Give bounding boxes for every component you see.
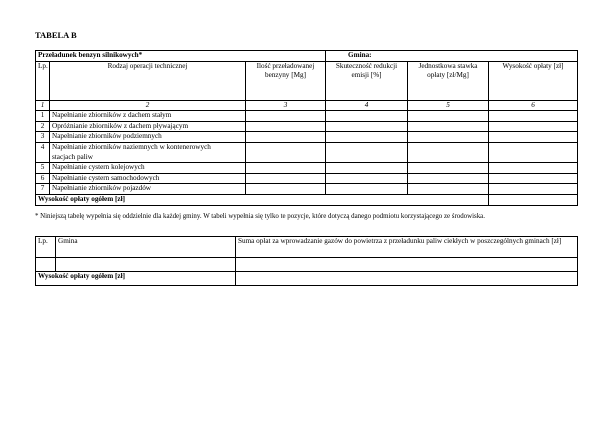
column-number: 3: [246, 100, 326, 111]
row-lp: 3: [36, 132, 50, 143]
quantity-cell[interactable]: [246, 121, 326, 132]
fee-cell[interactable]: [489, 121, 578, 132]
table-row: [36, 142, 578, 162]
row-lp: 6: [36, 173, 50, 184]
rate-cell[interactable]: [408, 142, 489, 162]
gmina-cell[interactable]: [56, 258, 236, 272]
row-operation: Napełnianie cystern samochodowych: [50, 173, 246, 184]
fee-cell[interactable]: [489, 111, 578, 122]
row-operation: Napełnianie zbiorników naziemnych w kontenerowych stacjach paliw: [50, 142, 246, 162]
row-lp: 4: [36, 142, 50, 162]
table-row: [36, 111, 578, 122]
quantity-cell[interactable]: [246, 184, 326, 195]
column-number: 6: [489, 100, 578, 111]
quantity-cell[interactable]: [246, 111, 326, 122]
column-header-efficiency: Skuteczność redukcji emisji [%]: [326, 61, 408, 100]
row-operation: Napełnianie zbiorników z dachem stałym: [50, 111, 246, 122]
total-row: [36, 194, 578, 205]
efficiency-cell[interactable]: [326, 132, 408, 143]
row-lp: 7: [36, 184, 50, 195]
column-header-rate: Jednostkowa stawka opłaty [zł/Mg]: [408, 61, 489, 100]
column-header-quantity: Ilość przeładowanej benzyny [Mg]: [246, 61, 326, 100]
column-number: 2: [50, 100, 246, 111]
total-sum-cell[interactable]: [236, 272, 578, 286]
footnote: * Niniejszą tabelę wypełnia się oddzielnie dla każdej gminy. W tabeli wypełnia się tylko te pozycje, które dotyczą danego podmiotu korzystającego ze środowiska.: [35, 213, 485, 220]
table-title: TABELA B: [35, 30, 77, 40]
table-row: [36, 184, 578, 195]
column-header-operation: Rodzaj operacji technicznej: [50, 61, 246, 100]
row-operation: Opróżnianie zbiorników z dachem pływającym: [50, 121, 246, 132]
quantity-cell[interactable]: [246, 142, 326, 162]
fee-cell[interactable]: [489, 132, 578, 143]
lp-cell[interactable]: [36, 258, 56, 272]
column-header-fee: Wysokość opłaty [zł]: [489, 61, 578, 100]
rate-cell[interactable]: [408, 184, 489, 195]
quantity-cell[interactable]: [246, 132, 326, 143]
rate-cell[interactable]: [408, 111, 489, 122]
row-lp: 5: [36, 163, 50, 174]
fuel-handling-table: [35, 50, 578, 206]
fee-cell[interactable]: [489, 184, 578, 195]
rate-cell[interactable]: [408, 132, 489, 143]
table-row: [36, 121, 578, 132]
total-label: Wysokość opłaty ogółem [zł]: [36, 272, 236, 286]
table-row: [36, 258, 578, 272]
rate-cell[interactable]: [408, 173, 489, 184]
efficiency-cell[interactable]: [326, 184, 408, 195]
fee-cell[interactable]: [489, 173, 578, 184]
column-number: 4: [326, 100, 408, 111]
row-operation: Napełnianie zbiorników podziemnych: [50, 132, 246, 143]
table-row: [36, 132, 578, 143]
efficiency-cell[interactable]: [326, 111, 408, 122]
rate-cell[interactable]: [408, 121, 489, 132]
fee-cell[interactable]: [489, 142, 578, 162]
fee-cell[interactable]: [489, 163, 578, 174]
quantity-cell[interactable]: [246, 173, 326, 184]
column-header-gmina: Gmina: [56, 237, 236, 258]
column-number: 1: [36, 100, 50, 111]
table-row: [36, 173, 578, 184]
total-fee-cell[interactable]: [489, 194, 578, 205]
row-operation: Napełnianie cystern kolejowych: [50, 163, 246, 174]
gmina-label: Gmina:: [326, 51, 578, 62]
efficiency-cell[interactable]: [326, 121, 408, 132]
table-section-label: Przeładunek benzyn silnikowych*: [36, 51, 326, 62]
row-lp: 2: [36, 121, 50, 132]
column-header-lp: Lp.: [36, 61, 50, 100]
efficiency-cell[interactable]: [326, 173, 408, 184]
quantity-cell[interactable]: [246, 163, 326, 174]
efficiency-cell[interactable]: [326, 142, 408, 162]
column-header-sum: Suma opłat za wprowadzanie gazów do powietrza z przeładunku paliw ciekłych w poszczególnych gminach [zł]: [236, 237, 578, 258]
total-label: Wysokość opłaty ogółem [zł]: [36, 194, 489, 205]
efficiency-cell[interactable]: [326, 163, 408, 174]
row-operation: Napełnianie zbiorników pojazdów: [50, 184, 246, 195]
column-header-lp: Lp.: [36, 237, 56, 258]
total-row: [36, 272, 578, 286]
sum-cell[interactable]: [236, 258, 578, 272]
municipality-summary-table: [35, 236, 578, 286]
column-number: 5: [408, 100, 489, 111]
table-row: [36, 163, 578, 174]
rate-cell[interactable]: [408, 163, 489, 174]
row-lp: 1: [36, 111, 50, 122]
